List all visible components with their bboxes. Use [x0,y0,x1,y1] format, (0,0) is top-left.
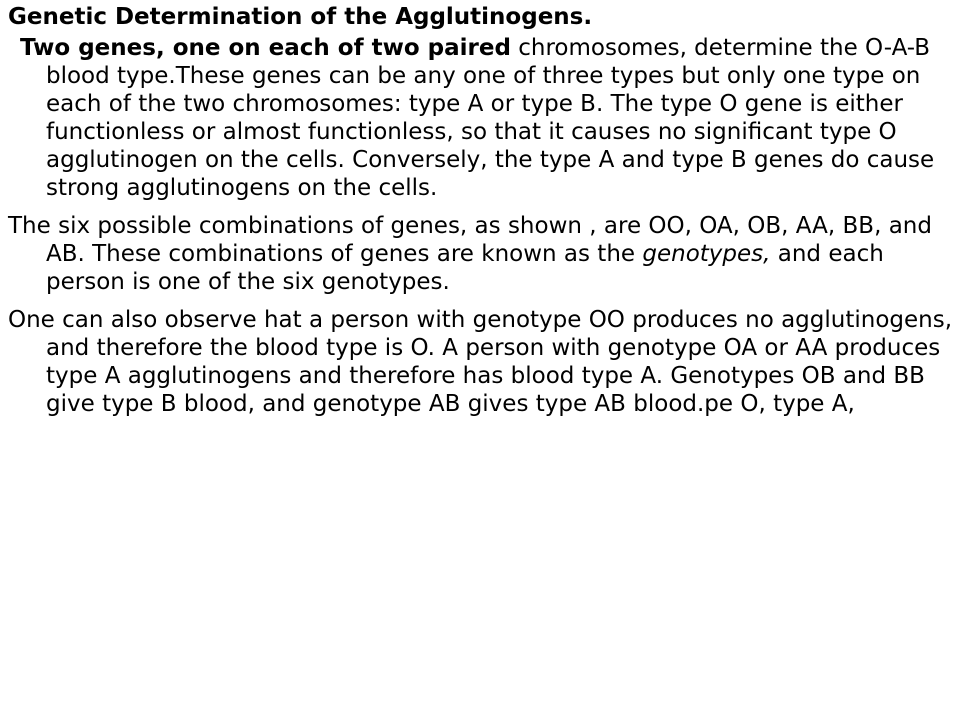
paragraph-text: chromosomes, determine the O-A-B blood type.These genes can be any one of three types but only one type on each of the two chromosomes: type A or type B. The type O gene is either functionless or almost functionless, so that it causes no significant type O agglutinogen on the cells. Conversely, the type A and type B genes do cause strong agglutinogens on the cells. [46,35,935,201]
paragraph-lead-bold: Two genes, one on each of two paired [20,35,511,61]
paragraph-gene-determination [8,34,952,202]
slide-title: Genetic Determination of the Agglutinogens. [8,4,593,30]
paragraph-blood-types [8,306,952,418]
paragraph-genotypes [8,212,952,296]
paragraph-text: One can also observe hat a person with genotype OO produces no agglutinogens, and therefore the blood type is O. A person with genotype OA or AA produces type A agglutinogens and therefore has blood type A. Genotypes OB and BB give type B blood, and genotype AB gives type AB blood.pe O, type A, [8,307,953,417]
paragraph-text-before: The six possible combinations of genes, as shown , are OO, OA, OB, AA, BB, and AB. These combinations of genes are known as the [8,213,932,267]
paragraph-text-after: and each person is one of the six genotypes. [46,241,884,295]
genotypes-term: genotypes, [642,241,771,267]
